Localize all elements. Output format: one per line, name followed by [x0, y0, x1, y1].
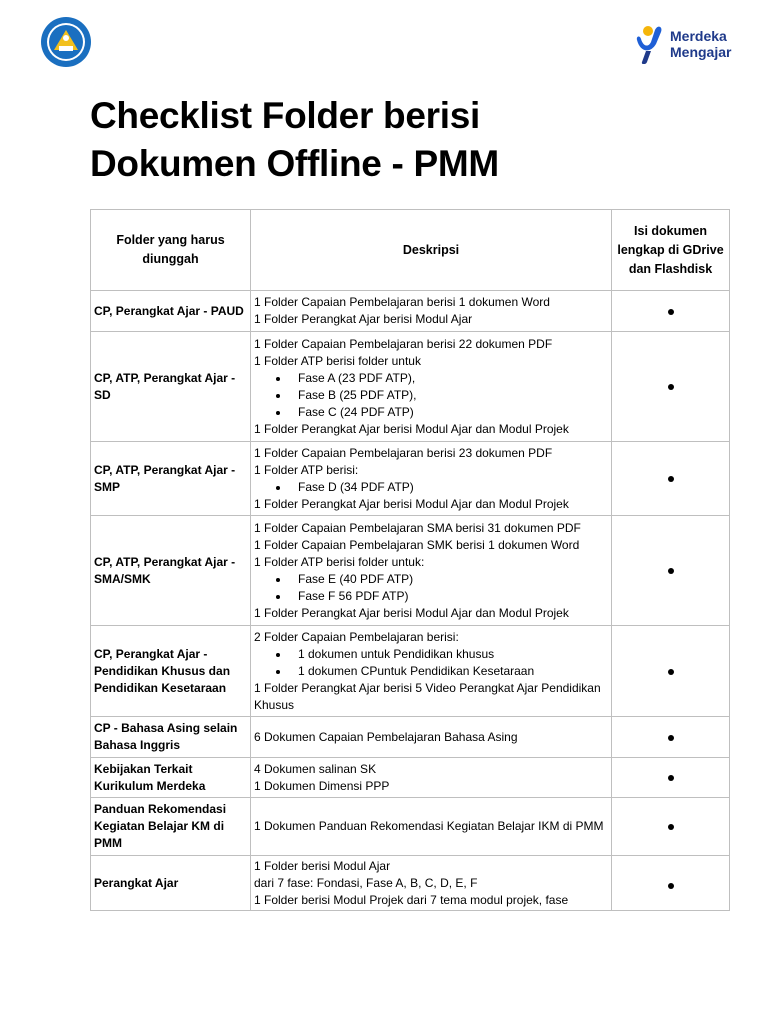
title-line2: Dokumen Offline - PMM	[90, 143, 499, 184]
description-cell	[251, 626, 612, 717]
folder-cell: Panduan Rekomendasi Kegiatan Belajar KM di PMM	[91, 798, 251, 856]
folder-cell: Perangkat Ajar	[91, 856, 251, 911]
desc-line: 1 Dokumen Dimensi PPP	[254, 778, 390, 793]
check-cell	[612, 442, 730, 516]
desc-line: 6 Dokumen Capaian Pembelajaran Bahasa Asing	[254, 729, 518, 744]
desc-line: 1 Folder Perangkat Ajar berisi 5 Video Perangkat Ajar Pendidikan Khusus	[254, 680, 601, 712]
kemdikbud-logo	[40, 16, 92, 68]
desc-bullet: Fase A (23 PDF ATP),	[254, 370, 608, 387]
desc-bullet: Fase B (25 PDF ATP),	[254, 387, 608, 404]
check-cell	[612, 758, 730, 798]
description-cell	[251, 442, 612, 516]
page-title	[90, 92, 710, 188]
desc-bullet: Fase C (24 PDF ATP)	[254, 404, 608, 421]
folder-cell: CP, ATP, Perangkat Ajar - SMP	[91, 442, 251, 516]
desc-line: 1 Folder ATP berisi folder untuk:	[254, 554, 425, 569]
check-cell	[612, 856, 730, 911]
check-cell	[612, 291, 730, 332]
table-row	[91, 758, 730, 798]
brand-line1: Merdeka	[670, 28, 727, 44]
checklist-table	[90, 209, 730, 911]
desc-line: 1 Folder berisi Modul Projek dari 7 tema modul projek, fase	[254, 892, 569, 907]
desc-line: 1 Folder ATP berisi folder untuk	[254, 353, 421, 368]
table-row	[91, 856, 730, 911]
desc-line: 2 Folder Capaian Pembelajaran berisi:	[254, 629, 459, 644]
merdeka-mengajar-logo	[634, 24, 731, 64]
title-line1: Checklist Folder berisi	[90, 95, 480, 136]
folder-cell: CP, Perangkat Ajar - Pendidikan Khusus dan Pendidikan Kesetaraan	[91, 626, 251, 717]
check-cell	[612, 626, 730, 717]
desc-line: 1 Folder Capaian Pembelajaran berisi 23 dokumen PDF	[254, 445, 553, 460]
desc-line: 1 Folder berisi Modul Ajar	[254, 858, 391, 873]
desc-line: 1 Folder Perangkat Ajar berisi Modul Ajar dan Modul Projek	[254, 496, 569, 511]
bullet-dot-icon	[668, 568, 674, 574]
folder-cell: CP, Perangkat Ajar - PAUD	[91, 291, 251, 332]
emblem-icon	[40, 16, 92, 68]
desc-line: 1 Folder Capaian Pembelajaran SMK berisi 1 dokumen Word	[254, 537, 580, 552]
table-row	[91, 291, 730, 332]
bullet-dot-icon	[668, 775, 674, 781]
desc-bullet: 1 dokumen CPuntuk Pendidikan Kesetaraan	[254, 663, 608, 680]
description-cell	[251, 856, 612, 911]
description-cell	[251, 758, 612, 798]
table-header-row	[91, 210, 730, 291]
merdeka-mengajar-icon	[634, 24, 664, 64]
folder-cell: CP, ATP, Perangkat Ajar - SMA/SMK	[91, 516, 251, 626]
description-cell	[251, 798, 612, 856]
desc-bullet: Fase E (40 PDF ATP)	[254, 571, 608, 588]
desc-line: 1 Folder Capaian Pembelajaran berisi 22 dokumen PDF	[254, 336, 553, 351]
bullet-dot-icon	[668, 309, 674, 315]
desc-line: 1 Folder Capaian Pembelajaran SMA berisi 31 dokumen PDF	[254, 520, 581, 535]
table-row	[91, 332, 730, 442]
desc-bullet: Fase D (34 PDF ATP)	[254, 479, 608, 496]
desc-line: 4 Dokumen salinan SK	[254, 761, 377, 776]
check-cell	[612, 798, 730, 856]
desc-line: 1 Folder ATP berisi:	[254, 462, 359, 477]
header-isi-dokumen: Isi dokumen lengkap di GDrive dan Flashdisk	[612, 210, 730, 291]
bullet-dot-icon	[668, 824, 674, 830]
description-cell	[251, 516, 612, 626]
desc-line: 1 Folder Perangkat Ajar berisi Modul Ajar	[254, 312, 473, 326]
desc-line: dari 7 fase: Fondasi, Fase A, B, C, D, E, F	[254, 875, 478, 890]
description-cell	[251, 717, 612, 758]
brand-name	[670, 28, 731, 60]
brand-line2: Mengajar	[670, 44, 732, 60]
description-cell	[251, 291, 612, 332]
bullet-dot-icon	[668, 384, 674, 390]
desc-line: 1 Folder Capaian Pembelajaran berisi 1 dokumen Word	[254, 295, 550, 309]
desc-line: 1 Folder Perangkat Ajar berisi Modul Ajar dan Modul Projek	[254, 421, 569, 436]
folder-cell: CP, ATP, Perangkat Ajar - SD	[91, 332, 251, 442]
table-row	[91, 516, 730, 626]
bullet-dot-icon	[668, 476, 674, 482]
description-cell	[251, 332, 612, 442]
bullet-dot-icon	[668, 735, 674, 741]
header-folder: Folder yang harus diunggah	[91, 210, 251, 291]
bullet-dot-icon	[668, 883, 674, 889]
table-row	[91, 626, 730, 717]
table-row	[91, 717, 730, 758]
desc-bullet: 1 dokumen untuk Pendidikan khusus	[254, 646, 608, 663]
check-cell	[612, 717, 730, 758]
header-deskripsi: Deskripsi	[251, 210, 612, 291]
table-row	[91, 798, 730, 856]
folder-cell: CP - Bahasa Asing selain Bahasa Inggris	[91, 717, 251, 758]
folder-cell: Kebijakan Terkait Kurikulum Merdeka	[91, 758, 251, 798]
desc-line: 1 Dokumen Panduan Rekomendasi Kegiatan Belajar IKM di PMM	[254, 819, 604, 833]
bullet-dot-icon	[668, 669, 674, 675]
desc-line: 1 Folder Perangkat Ajar berisi Modul Ajar dan Modul Projek	[254, 605, 569, 620]
check-cell	[612, 516, 730, 626]
check-cell	[612, 332, 730, 442]
table-row	[91, 442, 730, 516]
desc-bullet: Fase F 56 PDF ATP)	[254, 588, 608, 605]
